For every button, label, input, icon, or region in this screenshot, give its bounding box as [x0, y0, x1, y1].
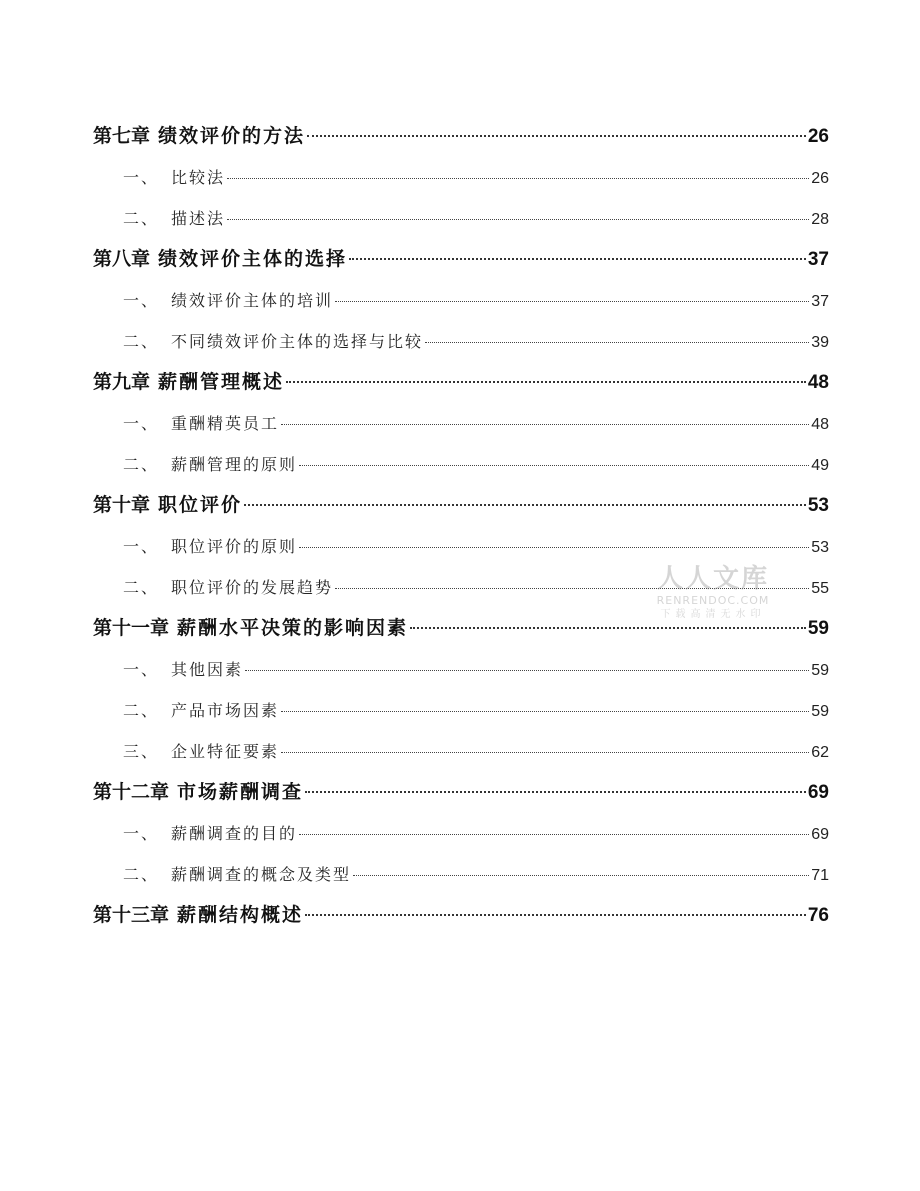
chapter-number: 第九章: [93, 371, 151, 393]
section-number: 一、: [123, 168, 160, 187]
dot-leader: [299, 834, 809, 835]
dot-leader: [349, 258, 806, 260]
dot-leader: [227, 178, 809, 179]
toc-chapter-entry[interactable]: [93, 485, 829, 526]
dot-leader: [410, 627, 806, 629]
toc-section-entry[interactable]: [93, 157, 829, 198]
page-number: 48: [811, 416, 829, 433]
chapter-number: 第十二章: [93, 781, 170, 803]
toc-section-entry[interactable]: [93, 444, 829, 485]
chapter-title: 薪酬水平决策的影响因素: [177, 617, 409, 639]
toc-section-entry[interactable]: [93, 731, 829, 772]
section-title: 薪酬管理的原则: [171, 455, 298, 474]
section-title: 比较法: [171, 168, 226, 187]
watermark-url: RENRENDOC.COM: [656, 594, 770, 607]
page-number: 76: [807, 905, 829, 926]
section-title: 薪酬调查的概念及类型: [171, 865, 352, 884]
page-number: 26: [807, 126, 829, 147]
watermark-logo-text: 人人文库: [656, 564, 769, 594]
page-number: 26: [811, 170, 829, 187]
dot-leader: [281, 711, 809, 712]
dot-leader: [305, 914, 806, 916]
dot-leader: [286, 381, 806, 383]
chapter-number: 第十三章: [93, 904, 170, 926]
toc-section-entry[interactable]: [93, 198, 829, 239]
dot-leader: [335, 588, 809, 589]
section-title: 薪酬调查的目的: [171, 824, 298, 843]
section-title: 不同绩效评价主体的选择与比较: [171, 332, 424, 351]
chapter-title: 职位评价: [158, 494, 243, 516]
page-number: 49: [811, 457, 829, 474]
page-number: 71: [811, 867, 829, 884]
toc-section-entry[interactable]: [93, 567, 829, 608]
toc-section-entry[interactable]: [93, 854, 829, 895]
section-title: 重酬精英员工: [171, 414, 280, 433]
page-number: 37: [811, 293, 829, 310]
chapter-number: 第七章: [93, 125, 151, 147]
chapter-title: 市场薪酬调查: [177, 781, 304, 803]
page-number: 59: [807, 618, 829, 639]
section-number: 二、: [123, 578, 160, 597]
section-title: 企业特征要素: [171, 742, 280, 761]
toc-chapter-entry[interactable]: [93, 608, 829, 649]
page-number: 69: [811, 826, 829, 843]
page-number: 62: [811, 744, 829, 761]
chapter-title: 薪酬管理概述: [158, 371, 285, 393]
dot-leader: [244, 504, 806, 506]
dot-leader: [299, 465, 809, 466]
toc-chapter-entry[interactable]: [93, 772, 829, 813]
page-number: 69: [807, 782, 829, 803]
toc-chapter-entry[interactable]: [93, 116, 829, 157]
dot-leader: [245, 670, 809, 671]
page-number: 59: [811, 703, 829, 720]
section-title: 职位评价的原则: [171, 537, 298, 556]
dot-leader: [335, 301, 809, 302]
page-number: 55: [811, 580, 829, 597]
page-number: 28: [811, 211, 829, 228]
section-number: 三、: [123, 742, 160, 761]
page-number: 48: [807, 372, 829, 393]
toc-chapter-entry[interactable]: [93, 362, 829, 403]
chapter-number: 第十一章: [93, 617, 170, 639]
chapter-title: 绩效评价主体的选择: [158, 248, 348, 270]
section-number: 一、: [123, 291, 160, 310]
page-number: 53: [811, 539, 829, 556]
section-title: 产品市场因素: [171, 701, 280, 720]
chapter-number: 第十章: [93, 494, 151, 516]
section-number: 二、: [123, 332, 160, 351]
watermark-slogan: 下载高清无水印: [660, 609, 766, 620]
toc-section-entry[interactable]: [93, 690, 829, 731]
chapter-title: 绩效评价的方法: [158, 125, 306, 147]
dot-leader: [307, 135, 806, 137]
toc-section-entry[interactable]: [93, 403, 829, 444]
section-number: 一、: [123, 537, 160, 556]
toc-section-entry[interactable]: [93, 813, 829, 854]
section-number: 一、: [123, 824, 160, 843]
toc-section-entry[interactable]: [93, 321, 829, 362]
toc-section-entry[interactable]: [93, 280, 829, 321]
page-number: 53: [807, 495, 829, 516]
chapter-title: 薪酬结构概述: [177, 904, 304, 926]
dot-leader: [299, 547, 809, 548]
dot-leader: [305, 791, 806, 793]
chapter-number: 第八章: [93, 248, 151, 270]
section-number: 二、: [123, 865, 160, 884]
dot-leader: [227, 219, 809, 220]
toc-chapter-entry[interactable]: [93, 239, 829, 280]
dot-leader: [281, 424, 809, 425]
section-number: 二、: [123, 455, 160, 474]
page-number: 37: [807, 249, 829, 270]
section-title: 绩效评价主体的培训: [171, 291, 334, 310]
section-title: 职位评价的发展趋势: [171, 578, 334, 597]
dot-leader: [353, 875, 809, 876]
dot-leader: [281, 752, 809, 753]
section-number: 二、: [123, 701, 160, 720]
section-number: 二、: [123, 209, 160, 228]
section-title: 其他因素: [171, 660, 244, 679]
toc-section-entry[interactable]: [93, 649, 829, 690]
section-number: 一、: [123, 414, 160, 433]
section-number: 一、: [123, 660, 160, 679]
section-title: 描述法: [171, 209, 226, 228]
page-number: 39: [811, 334, 829, 351]
toc-chapter-entry[interactable]: [93, 895, 829, 936]
table-of-contents: [93, 116, 829, 936]
dot-leader: [425, 342, 809, 343]
toc-section-entry[interactable]: [93, 526, 829, 567]
page-number: 59: [811, 662, 829, 679]
